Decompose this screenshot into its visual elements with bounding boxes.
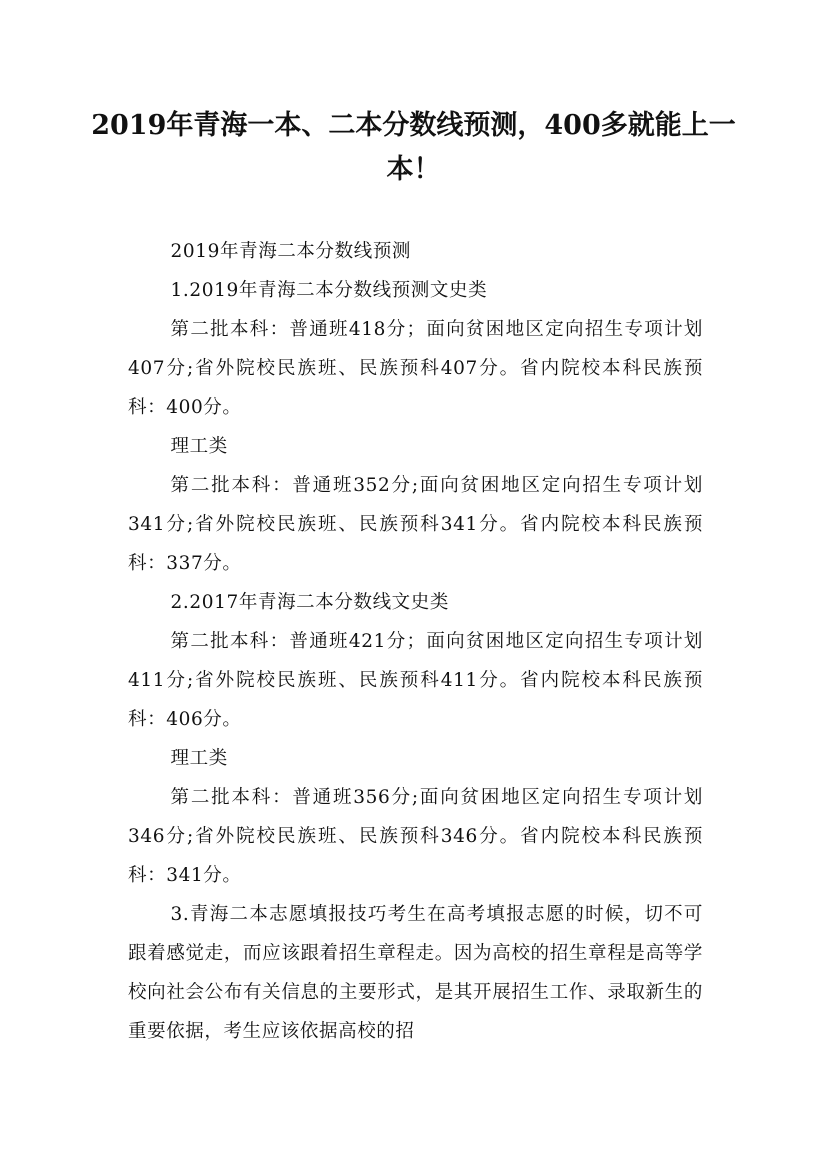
paragraph-application-tips: 3.青海二本志愿填报技巧考生在高考填报志愿的时候，切不可跟着感觉走，而应该跟着招生章程走。因为高校的招生章程是高等学校向社会公布有关信息的主要形式，是其开展招生工作、录取新生的重要依据，考生应该依据高校的招 xyxy=(128,904,703,1042)
paragraph-2017-liberal-arts-scores: 第二批本科：普通班421分；面向贫困地区定向招生专项计划411分;省外院校民族班、民族预科411分。省内院校本科民族预科：406分。 xyxy=(128,631,703,730)
paragraph-2019-science-heading: 理工类 xyxy=(170,436,228,457)
document-title: 2019年青海一本、二本分数线预测，400多就能上一本！ xyxy=(91,110,736,185)
paragraph-section-heading: 2019年青海二本分数线预测 xyxy=(170,241,412,262)
paragraph-2017-science-heading: 理工类 xyxy=(170,748,228,769)
document-body xyxy=(128,232,703,1051)
paragraph-2017-liberal-arts-heading: 2.2017年青海二本分数线文史类 xyxy=(170,592,449,613)
paragraph-2017-science-scores: 第二批本科：普通班356分;面向贫困地区定向招生专项计划346分;省外院校民族班、民族预科346分。省内院校本科民族预科：341分。 xyxy=(128,787,703,886)
paragraph-2019-science-scores: 第二批本科：普通班352分;面向贫困地区定向招生专项计划341分;省外院校民族班、民族预科341分。省内院校本科民族预科：337分。 xyxy=(128,475,703,574)
paragraph-2019-liberal-arts-scores: 第二批本科：普通班418分；面向贫困地区定向招生专项计划407分;省外院校民族班、民族预科407分。省内院校本科民族预科：400分。 xyxy=(128,319,703,418)
paragraph-2019-liberal-arts-heading: 1.2019年青海二本分数线预测文史类 xyxy=(170,280,488,301)
